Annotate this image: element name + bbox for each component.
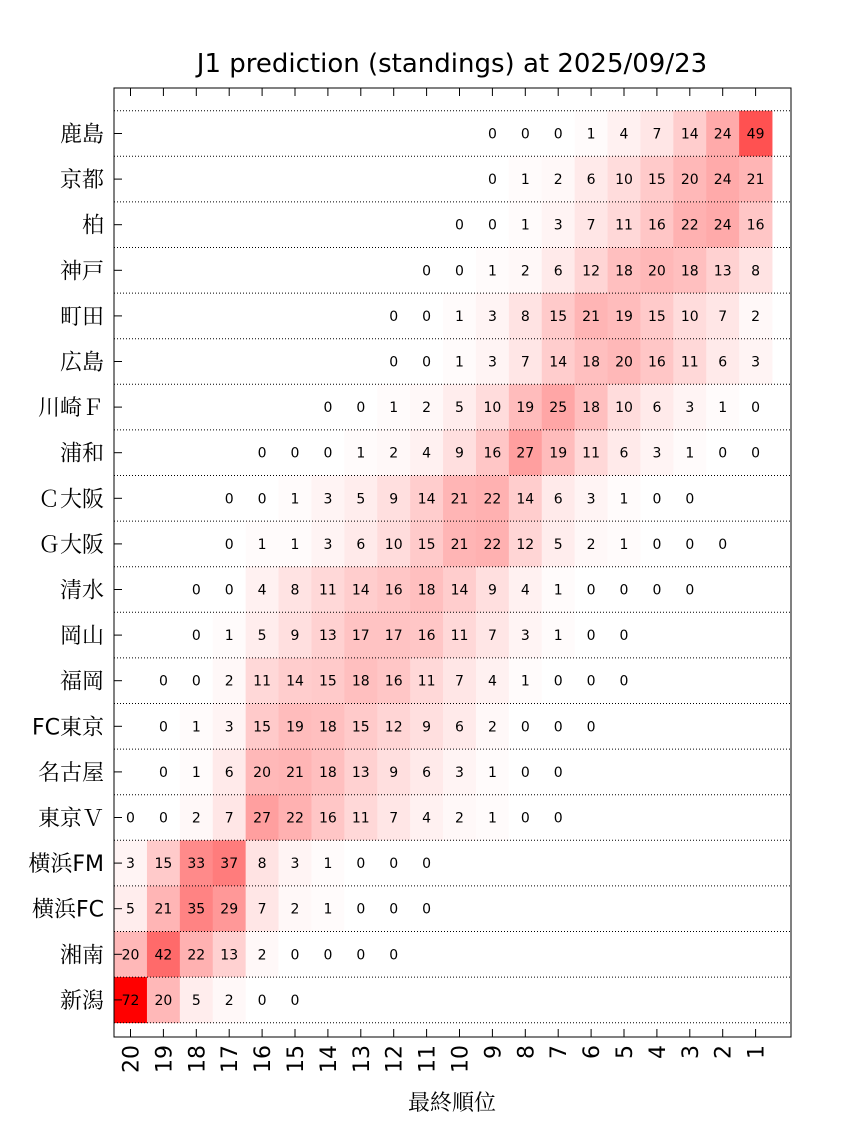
team-label: 東京Ｖ: [37, 806, 104, 832]
cell-value-label: 6: [718, 354, 728, 371]
cell-value-label: 6: [356, 536, 366, 553]
cell-value-label: 0: [553, 810, 563, 827]
cell-value-label: 0: [191, 582, 201, 599]
cell-value-label: 1: [487, 764, 497, 781]
cell-value-label: 0: [718, 445, 728, 462]
cell-value-label: 2: [290, 901, 300, 918]
team-label: 町田: [59, 304, 104, 330]
x-tick-label: 5: [613, 1045, 638, 1059]
cell-value-label: 9: [422, 719, 432, 736]
cell-value-label: 1: [553, 582, 563, 599]
x-tick-label: 20: [119, 1045, 145, 1073]
cell-value-label: 0: [422, 901, 432, 918]
cell-value-label: 0: [422, 354, 432, 371]
cell-value-label: 15: [154, 856, 173, 873]
team-label: FC東京: [31, 715, 104, 741]
cell-value-label: 0: [323, 400, 333, 417]
cell-value-label: 27: [516, 445, 535, 462]
cell-value-label: 1: [455, 354, 464, 371]
cell-value-label: 8: [520, 308, 530, 325]
cell-value-label: 16: [417, 628, 436, 645]
cell-value-label: 11: [318, 582, 337, 599]
cell-value-label: 19: [615, 308, 633, 325]
cell-value-label: 11: [253, 673, 272, 690]
cell-value-label: 0: [224, 491, 234, 508]
team-label: 名古屋: [37, 760, 104, 786]
x-tick-label: 7: [547, 1045, 573, 1059]
cell-value-label: 5: [553, 536, 563, 553]
x-tick-label: 12: [382, 1045, 408, 1073]
cell-value-label: 15: [647, 308, 666, 325]
cell-value-label: 2: [224, 992, 234, 1009]
team-label: 鹿島: [59, 122, 104, 148]
cell-value-label: 3: [685, 400, 695, 417]
cell-value-label: 16: [384, 582, 403, 599]
cell-value-label: 1: [553, 628, 563, 645]
cell-value-label: 42: [154, 947, 173, 964]
cell-value-label: 9: [389, 491, 399, 508]
cell-value-label: 33: [187, 856, 206, 873]
cell-value-label: 0: [356, 901, 366, 918]
cell-value-label: 3: [323, 491, 333, 508]
cell-value-label: 1: [455, 308, 464, 325]
cell-value-label: 7: [652, 126, 662, 143]
cell-value-label: 0: [356, 856, 366, 873]
heatmap-cells: [114, 111, 772, 1023]
cell-value-label: 20: [121, 947, 140, 964]
x-tick-label: 14: [316, 1045, 342, 1073]
cell-value-label: 24: [713, 217, 732, 234]
cell-value-label: 22: [483, 536, 502, 553]
cell-value-label: 11: [351, 810, 370, 827]
cell-value-label: 21: [154, 901, 173, 918]
cell-value-label: 1: [290, 536, 300, 553]
cell-value-label: 0: [553, 764, 563, 781]
cell-value-label: 6: [586, 172, 596, 189]
cell-value-label: 0: [455, 263, 464, 280]
cell-value-label: 7: [586, 217, 596, 234]
cell-value-label: 0: [158, 764, 168, 781]
cell-value-label: 6: [553, 263, 563, 280]
cell-value-label: 0: [652, 582, 662, 599]
cell-value-label: 6: [455, 719, 464, 736]
cell-value-label: 0: [520, 126, 530, 143]
cell-value-label: 0: [586, 673, 596, 690]
cell-value-label: 22: [680, 217, 699, 234]
team-label: 岡山: [59, 624, 104, 650]
cell-value-label: 0: [224, 536, 234, 553]
cell-value-label: 0: [290, 445, 300, 462]
cell-value-label: 11: [680, 354, 699, 371]
cell-value-label: 14: [450, 582, 469, 599]
cell-value-label: 16: [647, 217, 666, 234]
cell-value-label: 4: [619, 126, 629, 143]
cell-value-label: 7: [455, 673, 464, 690]
cell-value-label: 20: [253, 764, 272, 781]
cell-value-label: 13: [220, 947, 239, 964]
cell-value-label: 0: [619, 582, 629, 599]
team-label: 湘南: [59, 943, 104, 969]
cell-value-label: 0: [520, 764, 530, 781]
cell-value-label: 7: [718, 308, 728, 325]
cell-value-label: 0: [685, 536, 695, 553]
cell-value-label: 3: [586, 491, 596, 508]
team-label: 清水: [59, 578, 104, 604]
cell-value-label: 8: [257, 856, 267, 873]
cell-value-label: 11: [417, 673, 436, 690]
cell-value-label: 16: [746, 217, 765, 234]
cell-value-label: 18: [318, 764, 337, 781]
cell-value-label: 14: [549, 354, 568, 371]
cell-value-label: 1: [389, 400, 399, 417]
cell-value-label: 2: [455, 810, 464, 827]
cell-value-label: 4: [520, 582, 530, 599]
cell-value-label: 2: [422, 400, 432, 417]
cell-value-label: 2: [751, 308, 761, 325]
cell-value-label: 0: [487, 217, 497, 234]
cell-value-label: 18: [582, 354, 601, 371]
cell-value-label: 0: [323, 947, 333, 964]
cell-value-label: 19: [549, 445, 568, 462]
cell-value-label: 6: [553, 491, 563, 508]
cell-value-label: 18: [318, 719, 337, 736]
cell-value-label: 0: [126, 810, 135, 827]
cell-value-label: 8: [751, 263, 761, 280]
x-tick-label: 10: [448, 1045, 474, 1073]
cell-value-label: 11: [450, 628, 469, 645]
cell-value-label: 6: [652, 400, 662, 417]
cell-value-label: 14: [351, 582, 370, 599]
cell-value-label: 4: [422, 810, 432, 827]
x-tick-label: 13: [349, 1045, 375, 1073]
team-label: 新潟: [59, 988, 104, 1014]
cell-value-label: 0: [257, 992, 267, 1009]
cell-value-label: 15: [351, 719, 370, 736]
cell-value-label: 3: [126, 856, 135, 873]
cell-value-label: 9: [290, 628, 300, 645]
cell-value-label: 0: [257, 445, 267, 462]
cell-value-label: 0: [323, 445, 333, 462]
cell-value-label: 22: [483, 491, 502, 508]
cell-value-label: 9: [487, 582, 497, 599]
cell-value-label: 10: [384, 536, 403, 553]
cell-value-label: 4: [257, 582, 267, 599]
cell-value-label: 0: [356, 400, 366, 417]
cell-value-label: 0: [586, 628, 596, 645]
cell-value-label: 20: [615, 354, 633, 371]
team-label: 神戸: [59, 259, 104, 285]
cell-value-label: 14: [417, 491, 436, 508]
cell-value-label: 0: [422, 856, 432, 873]
cell-value-label: 0: [751, 400, 761, 417]
cell-value-label: 5: [257, 628, 267, 645]
cell-value-label: 35: [187, 901, 206, 918]
x-tick-label: 3: [678, 1045, 704, 1059]
cell-value-label: 0: [224, 582, 234, 599]
cell-value-label: 11: [582, 445, 601, 462]
cell-value-label: 0: [520, 719, 530, 736]
team-label: 広島: [59, 350, 104, 376]
cell-value-label: 0: [487, 172, 497, 189]
cell-value-label: 12: [582, 263, 601, 280]
cell-value-label: 1: [290, 491, 300, 508]
cell-value-label: 0: [487, 126, 497, 143]
team-label: 福岡: [59, 669, 104, 695]
cell-value-label: 16: [318, 810, 337, 827]
cell-value-label: 0: [290, 992, 300, 1009]
cell-value-label: 7: [257, 901, 267, 918]
cell-value-label: 2: [487, 719, 497, 736]
cell-value-label: 49: [746, 126, 765, 143]
team-label: 京都: [59, 168, 104, 194]
cell-value-label: 0: [652, 491, 662, 508]
cell-value-label: 15: [318, 673, 337, 690]
cell-value-label: 21: [746, 172, 765, 189]
cell-value-label: 7: [487, 628, 497, 645]
cell-value-label: 3: [652, 445, 662, 462]
cell-value-label: 1: [191, 764, 201, 781]
cell-value-label: 16: [483, 445, 502, 462]
chart-title: J1 prediction (standings) at 2025/09/23: [196, 49, 708, 79]
cell-value-label: 14: [516, 491, 535, 508]
cell-value-label: 0: [389, 856, 399, 873]
cell-value-label: 16: [647, 354, 666, 371]
cell-value-label: 1: [619, 536, 629, 553]
cell-value-label: 3: [224, 719, 234, 736]
cell-value-label: 7: [224, 810, 234, 827]
cell-value-label: 11: [615, 217, 633, 234]
cell-value-label: 5: [455, 400, 464, 417]
cell-value-label: 15: [253, 719, 272, 736]
cell-value-label: 3: [455, 764, 464, 781]
cell-value-label: 0: [158, 719, 168, 736]
cell-value-label: 3: [520, 628, 530, 645]
cell-value-label: 19: [286, 719, 304, 736]
x-axis-title: 最終順位: [407, 1091, 497, 1116]
cell-value-label: 10: [483, 400, 502, 417]
cell-value-label: 22: [187, 947, 206, 964]
cell-value-label: 0: [685, 491, 695, 508]
cell-value-label: 0: [389, 308, 399, 325]
cell-value-label: 13: [318, 628, 337, 645]
cell-value-label: 1: [487, 810, 497, 827]
cell-value-label: 15: [549, 308, 568, 325]
cell-value-label: 18: [351, 673, 370, 690]
cell-value-label: 0: [619, 673, 629, 690]
cell-value-label: 0: [586, 719, 596, 736]
cell-value-label: 3: [290, 856, 300, 873]
cell-value-label: 22: [286, 810, 304, 827]
x-tick-label: 9: [481, 1045, 507, 1059]
cell-value-label: 0: [553, 126, 563, 143]
team-label: 柏: [81, 213, 104, 239]
cell-value-label: 1: [619, 491, 629, 508]
cell-value-label: 17: [384, 628, 403, 645]
x-tick-label: 8: [514, 1045, 540, 1059]
team-label: Ｃ大阪: [37, 487, 104, 513]
cell-value-label: 1: [586, 126, 596, 143]
x-tick-label: 6: [580, 1045, 606, 1059]
x-tick-label: 1: [744, 1045, 770, 1059]
x-tick-label: 2: [711, 1045, 737, 1059]
cell-value-label: 0: [389, 947, 399, 964]
cell-value-label: 1: [487, 263, 497, 280]
cell-value-label: 0: [158, 810, 168, 827]
cell-value-label: 0: [389, 901, 399, 918]
cell-value-label: 0: [718, 536, 728, 553]
cell-value-label: 12: [384, 719, 403, 736]
cell-value-label: 21: [582, 308, 601, 325]
cell-value-label: 21: [450, 491, 469, 508]
cell-value-label: 4: [422, 445, 432, 462]
cell-value-label: 0: [619, 628, 629, 645]
cell-value-label: 15: [647, 172, 666, 189]
cell-value-label: 0: [586, 582, 596, 599]
cell-value-label: 2: [191, 810, 201, 827]
cell-value-label: 1: [191, 719, 201, 736]
cell-value-label: 12: [516, 536, 535, 553]
cell-value-label: 1: [323, 901, 333, 918]
cell-value-label: 2: [520, 263, 530, 280]
x-tick-label: 17: [218, 1045, 244, 1073]
cell-value-label: 2: [553, 172, 563, 189]
cell-value-label: 25: [549, 400, 568, 417]
cell-value-label: 0: [422, 263, 432, 280]
x-tick-label: 16: [251, 1045, 277, 1073]
cell-value-label: 8: [290, 582, 300, 599]
cell-value-label: 1: [257, 536, 267, 553]
cell-value-label: 2: [224, 673, 234, 690]
cell-value-label: 13: [713, 263, 732, 280]
cell-value-label: 9: [389, 764, 399, 781]
cell-value-label: 6: [224, 764, 234, 781]
team-label: Ｇ大阪: [37, 532, 104, 558]
cell-value-label: 37: [220, 856, 239, 873]
x-tick-label: 18: [185, 1045, 211, 1073]
team-label: 横浜FM: [28, 852, 104, 878]
cell-value-label: 21: [450, 536, 469, 553]
cell-value-label: 0: [455, 217, 464, 234]
cell-value-label: 9: [455, 445, 464, 462]
cell-value-label: 0: [356, 947, 366, 964]
cell-value-label: 14: [680, 126, 699, 143]
cell-value-label: 3: [553, 217, 563, 234]
cell-value-label: 0: [520, 810, 530, 827]
cell-value-label: 10: [680, 308, 699, 325]
cell-value-label: 24: [713, 126, 732, 143]
cell-value-label: 20: [154, 992, 173, 1009]
x-tick-label: 11: [415, 1045, 441, 1073]
cell-value-label: 1: [323, 856, 333, 873]
cell-value-label: 3: [323, 536, 333, 553]
cell-value-label: 5: [191, 992, 201, 1009]
cell-value-label: 0: [257, 491, 267, 508]
cell-value-label: 3: [751, 354, 761, 371]
cell-value-label: 2: [389, 445, 399, 462]
cell-value-label: 0: [158, 673, 168, 690]
cell-value-label: 0: [553, 673, 563, 690]
cell-value-label: 72: [121, 992, 140, 1009]
x-tick-label: 4: [645, 1045, 671, 1059]
cell-value-label: 18: [417, 582, 436, 599]
cell-value-label: 0: [553, 719, 563, 736]
cell-value-label: 7: [520, 354, 530, 371]
cell-value-label: 1: [224, 628, 234, 645]
cell-value-label: 0: [290, 947, 300, 964]
cell-value-label: 21: [286, 764, 304, 781]
cell-value-label: 0: [191, 628, 201, 645]
cell-value-label: 20: [647, 263, 666, 280]
cell-value-label: 15: [417, 536, 436, 553]
team-label: 浦和: [59, 441, 104, 467]
team-labels: [28, 123, 122, 1014]
cell-value-label: 1: [685, 445, 695, 462]
cell-value-label: 1: [718, 400, 728, 417]
cell-value-label: 18: [582, 400, 601, 417]
cell-value-label: 18: [680, 263, 699, 280]
cell-value-label: 1: [520, 217, 530, 234]
cell-value-label: 1: [356, 445, 366, 462]
cell-value-label: 13: [351, 764, 370, 781]
cell-value-label: 0: [191, 673, 201, 690]
cell-value-label: 1: [520, 673, 530, 690]
cell-value-label: 0: [422, 308, 432, 325]
cell-value-label: 16: [384, 673, 403, 690]
cell-value-label: 20: [680, 172, 699, 189]
cell-value-label: 6: [619, 445, 629, 462]
cell-value-label: 6: [422, 764, 432, 781]
x-tick-label: 19: [152, 1045, 178, 1073]
team-label: 横浜FC: [31, 897, 104, 923]
cell-value-label: 18: [615, 263, 633, 280]
cell-value-label: 0: [751, 445, 761, 462]
cell-value-label: 1: [520, 172, 530, 189]
cell-value-label: 24: [713, 172, 732, 189]
cell-value-label: 2: [257, 947, 267, 964]
cell-value-label: 17: [351, 628, 370, 645]
cell-value-label: 27: [253, 810, 272, 827]
cell-value-label: 3: [487, 308, 497, 325]
cell-value-label: 19: [516, 400, 535, 417]
team-label: 川崎Ｆ: [37, 396, 104, 422]
cell-value-label: 14: [286, 673, 304, 690]
cell-value-label: 5: [356, 491, 366, 508]
cell-value-label: 0: [652, 536, 662, 553]
cell-value-label: 2: [586, 536, 596, 553]
x-tick-label: 15: [284, 1045, 309, 1073]
cell-value-label: 7: [389, 810, 399, 827]
cell-value-label: 10: [615, 400, 633, 417]
cell-value-label: 29: [220, 901, 239, 918]
cell-value-label: 3: [487, 354, 497, 371]
cell-value-label: 4: [487, 673, 497, 690]
cell-value-label: 10: [615, 172, 633, 189]
cell-value-label: 0: [389, 354, 399, 371]
cell-value-label: 0: [685, 582, 695, 599]
cell-value-label: 5: [126, 901, 135, 918]
